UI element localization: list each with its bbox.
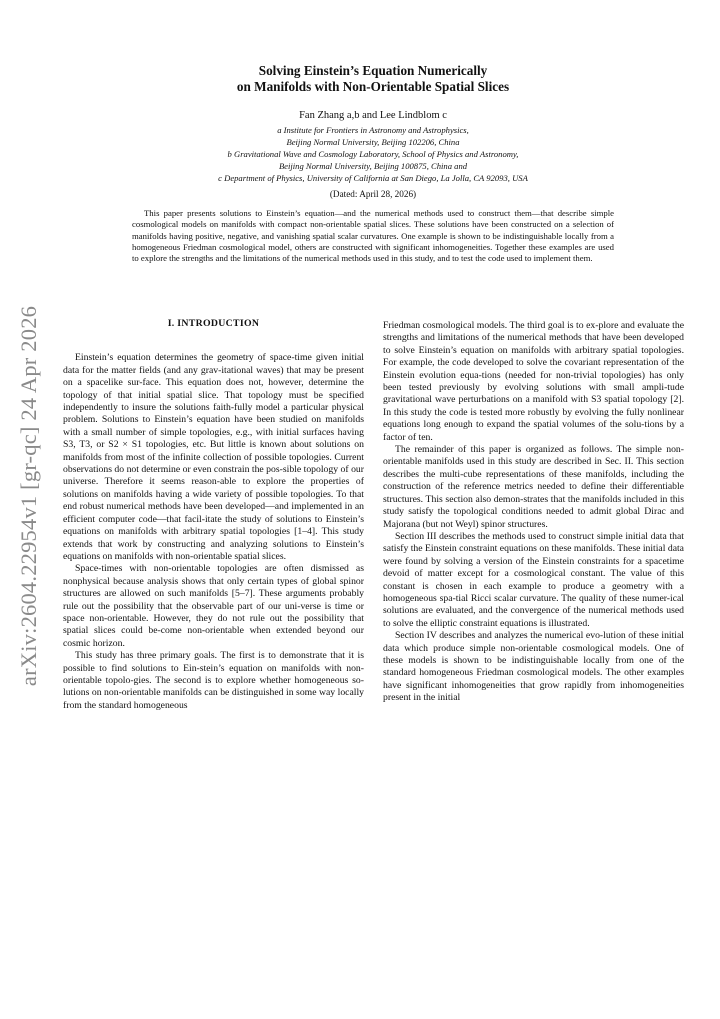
dated: (Dated: April 28, 2026) — [329, 189, 417, 199]
section-heading: I. INTRODUCTION — [167, 318, 260, 329]
intro-paragraph-3: This study has three primary goals. The first is to demonstrate that it is possible to find solutions to Ein-stein’s equation on manifolds with non-orientable topolo-gies. The second is to explore whether homogeneous so-lutions on non-orientable manifolds can be distinguished in some way locally from the standard homogeneous — [63, 650, 364, 711]
affiliation-a-line1: a Institute for Frontiers in Astronomy and Astrophysics, — [277, 125, 469, 135]
arxiv-id: arXiv:2604.22954v1 [gr-qc] 24 Apr 2026 — [16, 305, 41, 687]
intro-paragraph-6: Section III describes the methods used to construct simple initial data that satisfy the Einstein constraint equations on these manifolds. These initial data were found by solving a version of the Einstein constraints for a spacetime devoid of matter except for a cosmological constant. The value of this constant is chosen in each example to produce a geometry with a homogeneous spa-tial Ricci scalar curvature. The quality of these numer-ical solutions are evaluated, and the convergence of the numerical methods used to solve the elliptic constraint equations is illustrated. — [383, 530, 684, 629]
left-column — [63, 318, 364, 712]
abstract: This paper presents solutions to Einstein’s equation—and the numerical methods used to construct them—that describe simple cosmological models on manifolds with compact non-orientable spatial slices. These solutions have been constructed on a selection of manifolds having positive, negative, and vanishing spatial scalar curvatures. One example is shown to be indistinguishable locally from a homogeneous Friedman cosmological model, others are constructed with significant inhomogeneities. Together these examples are used to explore the strengths and the limitations of the numerical methods used in this study, and to test the code used to implement them. — [132, 208, 614, 264]
affiliation-c-line1: c Department of Physics, University of California at San Diego, La Jolla, CA 92093, USA — [218, 173, 528, 183]
affiliation-b-line2: Beijing Normal University, Beijing 100875, China and — [278, 161, 468, 171]
right-column — [383, 320, 684, 705]
authors: Fan Zhang a,b and Lee Lindblom c — [299, 110, 447, 121]
title-line-1: Solving Einstein’s Equation Numerically — [258, 63, 488, 78]
arxiv-stamp — [14, 300, 44, 692]
title-line-2: on Manifolds with Non-Orientable Spatial Slices — [236, 79, 510, 94]
intro-paragraph-4: Friedman cosmological models. The third goal is to ex-plore and evaluate the strengths and limitations of the numerical methods that have been developed to solve Einstein’s equation on manifolds with arbitrary spatial topologies. For example, the code developed to solve the covariant representation of the Einstein evolution equa-tions (needed for non-trivial topologies) has only been tested previously by evolving solutions with small ampli-tude gravitational wave perturbations on a manifold with S3 spatial topology [2]. In this study the code is tested more robustly by evolving the fully nonlinear equations long enough to expand the spatial volumes of the solu-tions by a factor of ten. — [383, 320, 684, 443]
intro-paragraph-2: Space-times with non-orientable topologies are often dismissed as nonphysical because analysis shows that only certain types of global spinor structures are allowed on such manifolds [5–7]. These arguments probably rule out the possibility that the observable part of our uni-verse is time or space non-orientable. However, they do not rule out the possibility that spatial slices could be-come non-orientable when extended beyond our cosmic horizon. — [63, 563, 364, 649]
affiliation-a-line2: Beijing Normal University, Beijing 102206, China — [286, 137, 460, 147]
intro-paragraph-7: Section IV describes and analyzes the numerical evo-lution of these initial data which produce simple non-orientable cosmological models. One of these models is shown to be indistinguishable locally from one of the standard homogeneous Friedman cosmological models. The other examples have significant inhomogeneities that grow rapidly from inhomogeneities present in the initial — [383, 630, 684, 704]
paper-title — [130, 63, 616, 95]
intro-paragraph-5: The remainder of this paper is organized as follows. The simple non-orientable manifolds used in this study are described in Sec. II. This section describes the multi-cube representations of these manifolds, including the construction of the reference metrics needed to define their differentiable structures. This section also demon-strates that the manifolds included in this study satisfy the topological conditions needed to admit global Dirac and Majorana (but not Weyl) spinor structures. — [383, 444, 684, 530]
affiliations — [110, 124, 636, 184]
intro-paragraph-1: Einstein’s equation determines the geometry of space-time given initial data for the matter fields (and any grav-itational waves) that may be present on a spacelike sur-face. This equation does not, however, determine the topology of that initial spatial slice. That topology must be specified independently to insure the solutions faith-fully model a particular physical problem. Solutions to Einstein’s equation have been studied on manifolds with a small number of simple topologies, e.g., with initial surfaces having S3, T3, or S2 × S1 topologies, etc. But little is known about solutions on manifolds from most of the infinite collection of possible topologies. Current observations do not determine or even constrain the pos-sible topology of our universe. Therefore it seems reason-able to explore the properties of solutions on manifolds having a wide variety of possible topologies. To that end robust numerical methods have been developed—and implemented in an efficient computer code—that facil-itate the study of solutions to Einstein’s equations on manifolds with arbitrary spatial topologies [1–4]. This study extends that work by constructing and analyzing solutions to Einstein’s equations on manifolds with non-orientable spatial slices. — [63, 352, 364, 562]
affiliation-b-line1: b Gravitational Wave and Cosmology Laboratory, School of Physics and Astronomy, — [227, 149, 519, 159]
